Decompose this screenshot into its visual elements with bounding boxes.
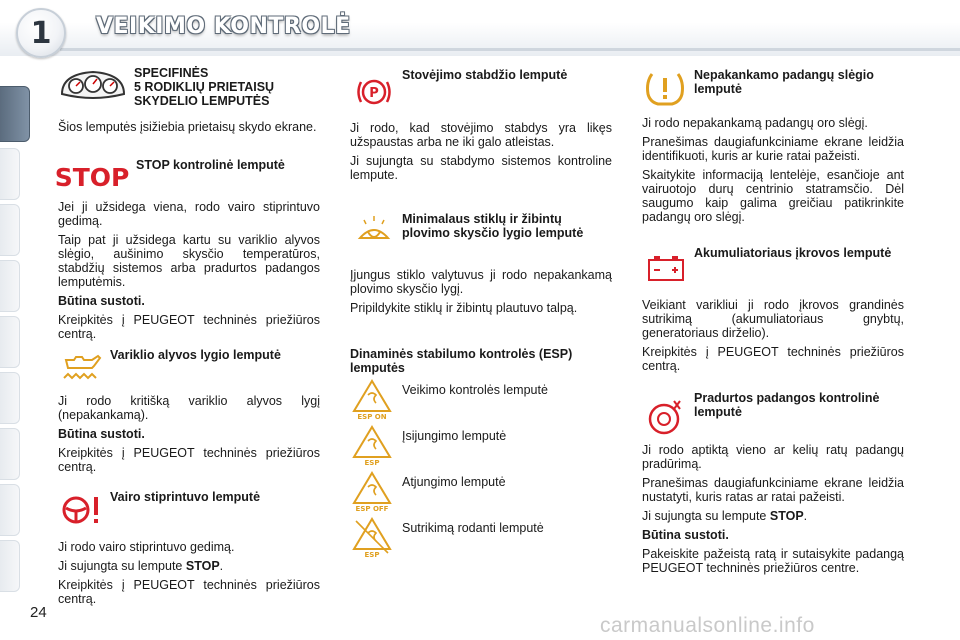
column-middle bbox=[350, 62, 612, 561]
watermark: carmanualsonline.info bbox=[600, 614, 815, 637]
svg-text:ESP OFF: ESP OFF bbox=[355, 505, 389, 513]
stop-section bbox=[54, 152, 320, 341]
esp-off-icon bbox=[350, 469, 394, 513]
puncture-text-2: Pranešimas daugiafunkciniame ekrane leidžia nustatyti, kuris ratas ar ratai pažeisti. bbox=[642, 476, 904, 504]
side-chapter-tabs bbox=[0, 60, 22, 580]
battery-section bbox=[642, 246, 904, 373]
esp-active-icon bbox=[350, 423, 394, 467]
page-number: 24 bbox=[30, 604, 47, 621]
washer-fluid-text-1: Įjungus stiklo valytuvus ji rodo nepakankamą plovimo skysčio lygį. bbox=[350, 268, 612, 296]
steering-text-3: Kreipkitės į PEUGEOT techninės priežiūros centrą. bbox=[58, 578, 320, 606]
tyre-pressure-title: Nepakankamo padangų slėgio lemputė bbox=[694, 68, 874, 96]
intro-section bbox=[58, 62, 320, 134]
svg-text:ESP ON: ESP ON bbox=[357, 413, 387, 421]
column-right bbox=[642, 62, 904, 580]
tyre-pressure-icon bbox=[644, 68, 686, 108]
page-title: VEIKIMO KONTROLĖ bbox=[96, 14, 351, 39]
puncture-section bbox=[642, 391, 904, 575]
esp-fault-label: Sutrikimą rodanti lemputė bbox=[402, 521, 544, 535]
puncture-icon bbox=[644, 397, 688, 437]
steering-title: Vairo stiprintuvo lemputė bbox=[110, 490, 261, 504]
puncture-text-must-stop: Būtina sustoti. bbox=[642, 528, 729, 542]
column-left bbox=[54, 62, 320, 611]
parking-brake-section bbox=[350, 62, 612, 182]
parking-brake-text-2: Ji sujungta su stabdymo sistemos kontroline lempute. bbox=[350, 154, 612, 182]
chapter-tab[interactable] bbox=[0, 372, 20, 424]
esp-row-fault bbox=[350, 515, 612, 561]
stop-icon bbox=[54, 160, 130, 192]
instrument-cluster-icon bbox=[58, 68, 128, 102]
svg-text:ESP: ESP bbox=[364, 459, 380, 467]
battery-text-1: Veikiant varikliui ji rodo įkrovos grandinės sutrikimą (akumuliatoriaus gnybtų, generatoriaus dirželio). bbox=[642, 298, 904, 340]
intro-text: Šios lemputės įsižiebia prietaisų skydo ekrane. bbox=[58, 120, 317, 134]
battery-title: Akumuliatoriaus įkrovos lemputė bbox=[694, 246, 892, 260]
oil-section bbox=[58, 346, 320, 474]
chapter-tab[interactable] bbox=[0, 484, 20, 536]
svg-text:P: P bbox=[369, 86, 379, 101]
chapter-number: 1 bbox=[30, 15, 52, 51]
tyre-pressure-text-2: Pranešimas daugiafunkciniame ekrane leidžia identifikuoti, kuris ar kurie ratai pažeisti. bbox=[642, 135, 904, 163]
parking-brake-icon bbox=[354, 72, 394, 112]
esp-row-off bbox=[350, 469, 612, 515]
puncture-text-3: Ji sujungta su lempute STOP. bbox=[642, 509, 808, 523]
puncture-title: Pradurtos padangos kontrolinė lemputė bbox=[694, 391, 880, 419]
stop-icon-text: STOP bbox=[54, 163, 130, 192]
parking-brake-title: Stovėjimo stabdžio lemputė bbox=[402, 68, 568, 82]
oil-text-must-stop: Būtina sustoti. bbox=[58, 427, 145, 441]
esp-title: Dinaminės stabilumo kontrolės (ESP) lemputės bbox=[350, 347, 573, 375]
puncture-text-1: Ji rodo aptiktą vieno ar kelių ratų padangų pradūrimą. bbox=[642, 443, 904, 471]
stop-word: STOP bbox=[769, 509, 804, 523]
chapter-tab[interactable] bbox=[0, 316, 20, 368]
oil-level-icon bbox=[60, 350, 104, 386]
parking-brake-text-1: Ji rodo, kad stovėjimo stabdys yra likęs užspaustas arba ne iki galo atleistas. bbox=[350, 121, 612, 149]
esp-on-label: Veikimo kontrolės lemputė bbox=[402, 383, 548, 397]
washer-fluid-text-2: Pripildykite stiklų ir žibintų plautuvo talpą. bbox=[350, 301, 578, 315]
steering-text-2: Ji sujungta su lempute STOP. bbox=[58, 559, 224, 573]
chapter-tab[interactable] bbox=[0, 540, 20, 592]
esp-fault-icon bbox=[350, 515, 394, 559]
chapter-tab-active[interactable] bbox=[0, 86, 30, 142]
oil-text-1: Ji rodo kritišką variklio alyvos lygį (nepakankamą). bbox=[58, 394, 320, 422]
washer-fluid-icon bbox=[354, 212, 394, 248]
washer-fluid-section bbox=[350, 202, 612, 315]
tyre-pressure-text-1: Ji rodo nepakankamą padangų oro slėgį. bbox=[642, 116, 868, 130]
esp-on-icon bbox=[350, 377, 394, 421]
oil-text-2: Kreipkitės į PEUGEOT techninės priežiūros centrą. bbox=[58, 446, 320, 474]
chapter-tab[interactable] bbox=[0, 428, 20, 480]
stop-word: STOP bbox=[185, 559, 220, 573]
esp-row-on bbox=[350, 377, 612, 423]
header-divider bbox=[60, 48, 960, 51]
oil-title: Variklio alyvos lygio lemputė bbox=[110, 348, 281, 362]
chapter-tab[interactable] bbox=[0, 204, 20, 256]
stop-title: STOP kontrolinė lemputė bbox=[136, 158, 285, 172]
chapter-tab[interactable] bbox=[0, 148, 20, 200]
tyre-pressure-text-3: Skaitykite informaciją lentelėje, esančioje ant vairuotojo durų centrinio statramsčio. Dėl saugumo kaip galima greičiau patikrinkite padangų oro slėgį. bbox=[642, 168, 904, 224]
puncture-text-5: Pakeiskite pažeistą ratą ir sutaisykite padangą PEUGEOT techninės priežiūros centre. bbox=[642, 547, 904, 575]
stop-text-1: Jei ji užsidega viena, rodo vairo stiprintuvo gedimą. bbox=[58, 200, 320, 228]
chapter-tab[interactable] bbox=[0, 260, 20, 312]
tyre-pressure-section bbox=[642, 62, 904, 224]
intro-title-line-2: 5 RODIKLIŲ PRIETAISŲ bbox=[134, 80, 275, 94]
stop-text-3: Kreipkitės į PEUGEOT techninės priežiūros centrą. bbox=[58, 313, 320, 341]
washer-fluid-title: Minimalaus stiklų ir žibintų plovimo skysčio lygio lemputė bbox=[402, 212, 584, 240]
stop-text-must-stop: Būtina sustoti. bbox=[58, 294, 145, 308]
battery-charge-icon bbox=[646, 252, 686, 284]
power-steering-icon bbox=[60, 492, 104, 528]
stop-text-2: Taip pat ji užsidega kartu su variklio alyvos slėgio, aušinimo skysčio temperatūros, stabdžių sistemos arba pradurtos padangos lemputėmis. bbox=[58, 233, 320, 289]
esp-off-label: Atjungimo lemputė bbox=[402, 475, 506, 489]
steering-text-1: Ji rodo vairo stiprintuvo gedimą. bbox=[58, 540, 235, 554]
esp-section bbox=[350, 347, 612, 561]
svg-text:ESP: ESP bbox=[364, 551, 380, 559]
esp-active-label: Įsijungimo lemputė bbox=[402, 429, 507, 443]
steering-section bbox=[58, 484, 320, 606]
intro-title-line-1: SPECIFINĖS bbox=[134, 66, 209, 80]
esp-row-active bbox=[350, 423, 612, 469]
battery-text-2: Kreipkitės į PEUGEOT techninės priežiūros centrą. bbox=[642, 345, 904, 373]
intro-title-line-3: SKYDELIO LEMPUTĖS bbox=[134, 94, 270, 108]
chapter-badge bbox=[16, 8, 66, 58]
